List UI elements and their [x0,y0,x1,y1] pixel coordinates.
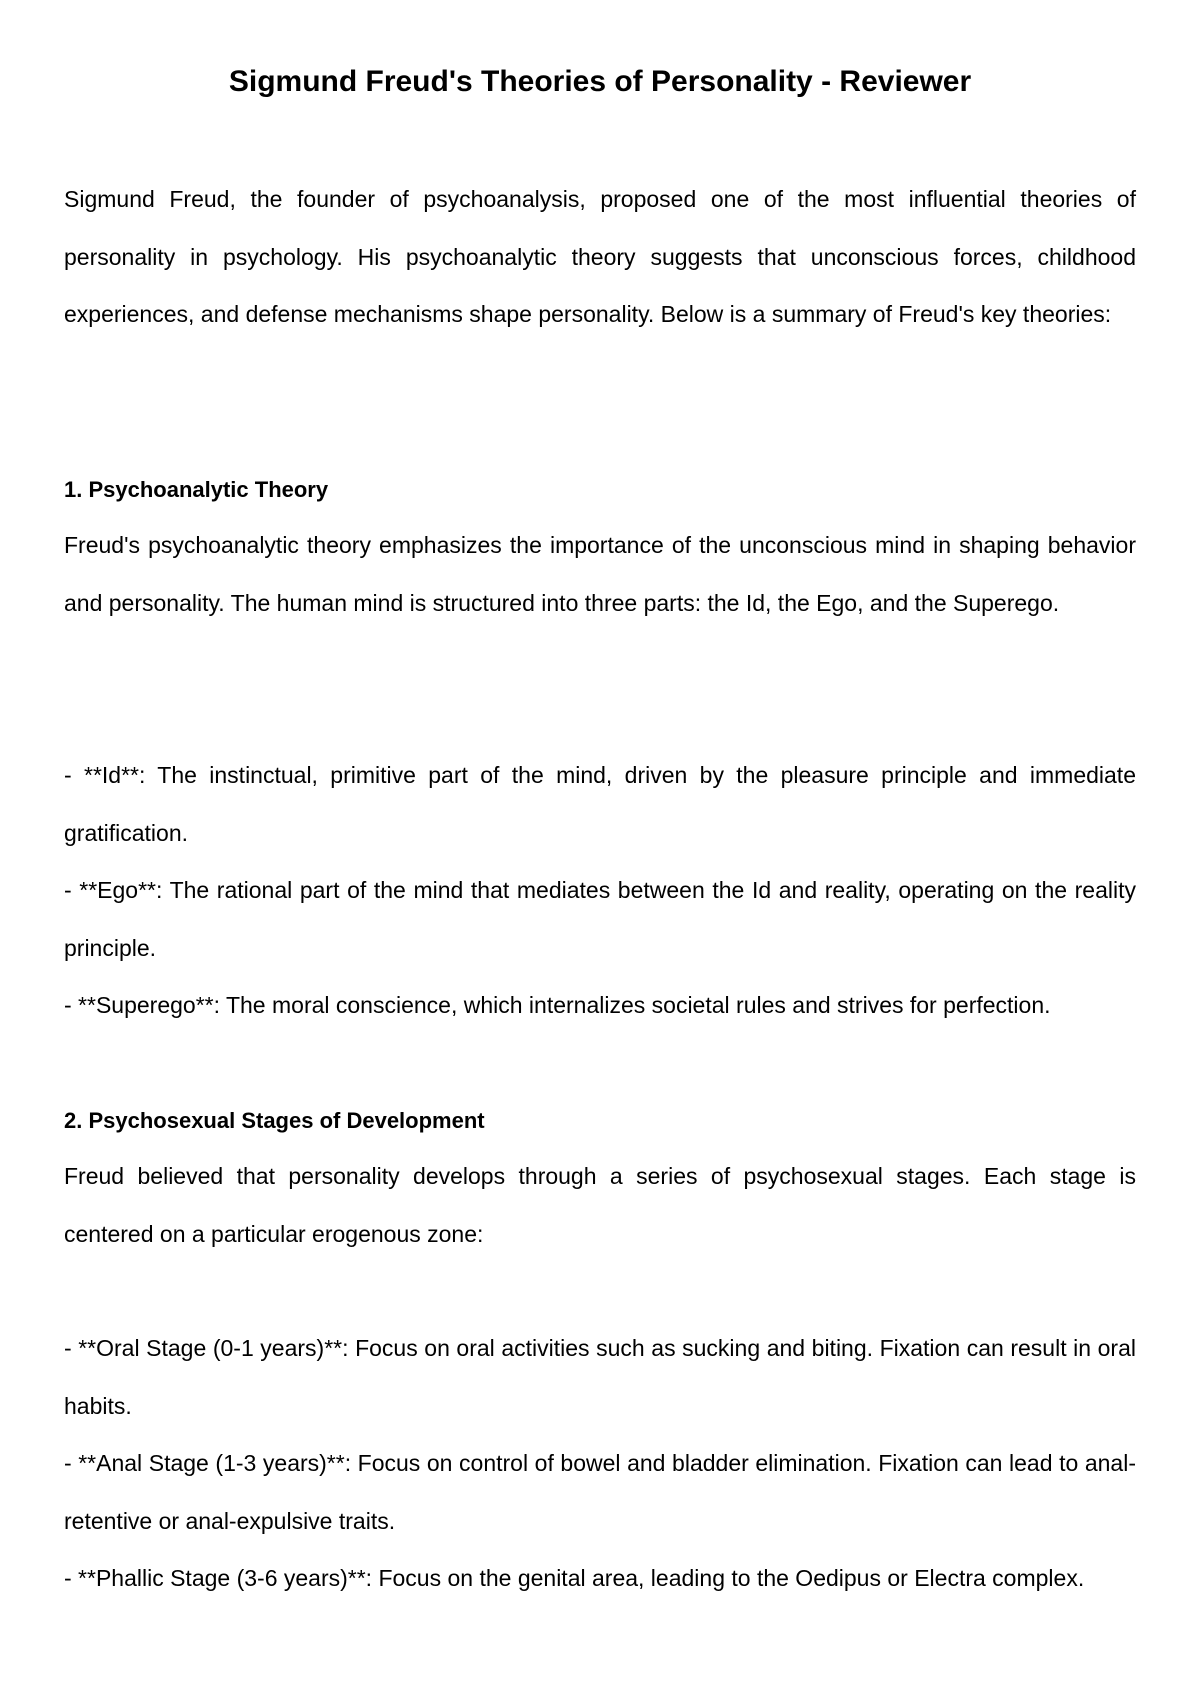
intro-paragraph: Sigmund Freud, the founder of psychoanalysis, proposed one of the most influential theories of personality in psychology. His psychoanalytic theory suggests that unconscious forces, childhood experiences, and defense mechanisms shape personality. Below is a summary of Freud's key theories: [64,186,1136,327]
list-item-oral-stage: - **Oral Stage (0-1 years)**: Focus on oral activities such as sucking and biting. Fixation can result in oral habits. [64,1335,1136,1419]
section-heading-psychosexual-stages: 2. Psychosexual Stages of Development [64,1108,485,1133]
section-paragraph-psychosexual-stages: Freud believed that personality develops through a series of psychosexual stages. Each stage is centered on a particular erogenous zone: [64,1163,1136,1247]
list-item-superego: - **Superego**: The moral conscience, which internalizes societal rules and strives for perfection. [64,992,1051,1018]
list-item-ego: - **Ego**: The rational part of the mind that mediates between the Id and reality, operating on the reality principle. [64,877,1136,961]
document-title: Sigmund Freud's Theories of Personality - Reviewer [228,65,972,98]
section-paragraph-psychoanalytic-theory: Freud's psychoanalytic theory emphasizes the importance of the unconscious mind in shaping behavior and personality. The human mind is structured into three parts: the Id, the Ego, and the Superego. [64,532,1136,616]
list-item-id: - **Id**: The instinctual, primitive part of the mind, driven by the pleasure principle and immediate gratification. [64,762,1136,846]
section-heading-psychoanalytic-theory: 1. Psychoanalytic Theory [64,477,329,502]
list-item-phallic-stage: - **Phallic Stage (3-6 years)**: Focus on the genital area, leading to the Oedipus or Electra complex. [64,1565,1085,1591]
list-item-anal-stage: - **Anal Stage (1-3 years)**: Focus on control of bowel and bladder elimination. Fixation can lead to anal-retentive or anal-expulsive traits. [64,1450,1136,1534]
